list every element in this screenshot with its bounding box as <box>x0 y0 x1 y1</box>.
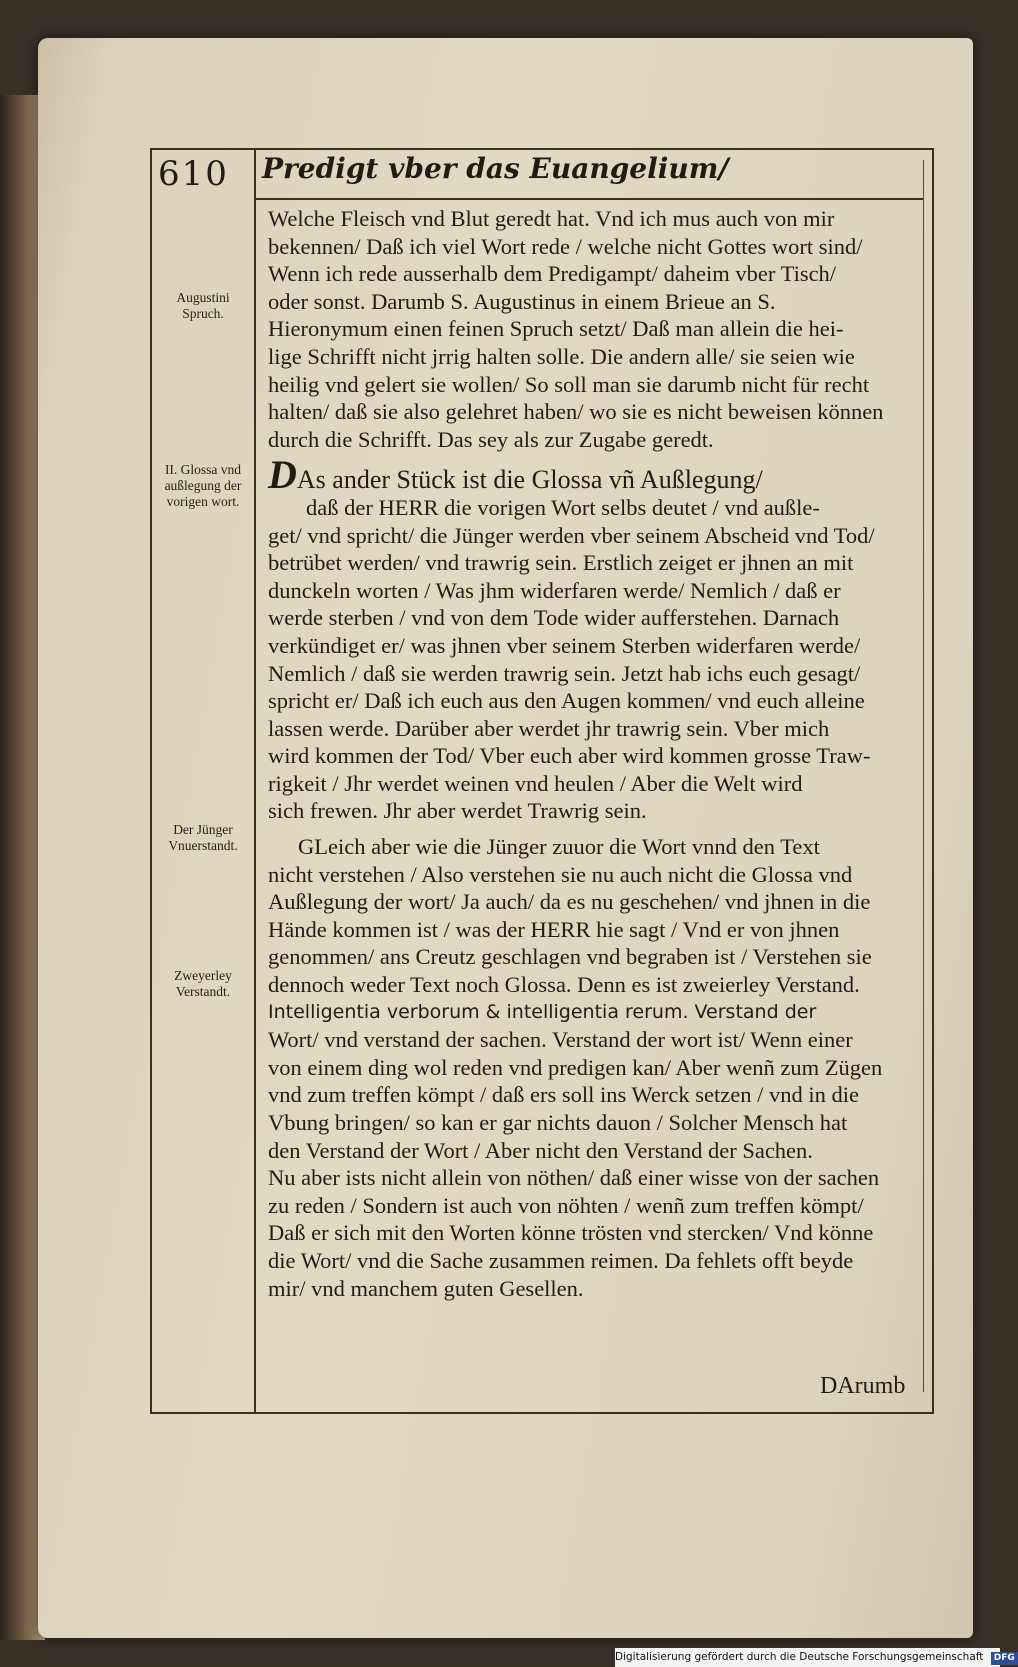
text-line: genommen/ ans Creutz geschlagen vnd begraben ist / Verstehen sie <box>268 944 872 970</box>
text-line: GLeich aber wie die Jünger zuuor die Wort vnnd den Text <box>298 834 820 860</box>
text-line: oder sonst. Darumb S. Augustinus in einem Brieue an S. <box>268 288 776 314</box>
text-line: Nu aber ists nicht allein von nöthen/ daß einer wisse von der sachen <box>268 1165 880 1191</box>
paragraph-2 <box>268 452 914 825</box>
text-line: Wort/ vnd verstand der sachen. Verstand der wort ist/ Wenn einer <box>268 1027 853 1053</box>
right-rule <box>923 160 924 1392</box>
text-line: wird kommen der Tod/ Vber euch aber wird kommen grosse Traw- <box>268 743 871 769</box>
drop-cap: D <box>268 452 297 498</box>
body-text <box>268 205 914 1302</box>
text-line: lige Schrifft nicht jrrig halten solle. Die andern alle/ sie seien wie <box>268 343 855 369</box>
marginal-note: Der Jünger Vnuerstandt. <box>168 822 238 853</box>
marginal-note: Augustini Spruch. <box>176 290 230 321</box>
text-line: dunckeln worten / Was jhm widerfaren werde/ Nemlich / daß er <box>268 577 841 603</box>
text-line: zu reden / Sondern ist auch von nöhten / wenñ zum treffen kömpt/ <box>268 1192 864 1218</box>
text-line: werde sterben / vnd von dem Tode wider aufferstehen. Darnach <box>268 605 840 631</box>
text-line: Nemlich / daß sie werden trawrig sein. Jetzt hab ichs euch gesagt/ <box>268 660 861 686</box>
text-line: die Wort/ vnd die Sache zusammen reimen. Da fehlets offt beyde <box>268 1247 854 1273</box>
text-line: mir/ vnd manchem guten Gesellen. <box>268 1275 584 1301</box>
text-line: bekennen/ Daß ich viel Wort rede / welche nicht Gottes wort sind/ <box>268 233 863 259</box>
text-line: lassen werde. Darüber aber werdet jhr trawrig sein. Vber mich <box>268 715 830 741</box>
text-line: daß der HERR die vorigen Wort selbs deutet / vnd außle- <box>306 494 820 520</box>
running-title: Predigt vber das Euangelium/ <box>262 152 729 185</box>
text-line: heilig vnd gelert sie wollen/ So soll man sie darumb nicht für recht <box>268 371 870 397</box>
drop-cap-line-rest: As ander Stück ist die Glossa vñ Außlegung/ <box>296 465 763 495</box>
text-line: betrübet werden/ vnd trawrig sein. Erstlich zeiget er jhnen an mit <box>268 550 854 576</box>
text-line: rigkeit / Jhr werdet weinen vnd heulen / Aber die Welt wird <box>268 770 803 796</box>
text-line: spricht er/ Daß ich euch aus den Augen kommen/ vnd euch alleine <box>268 688 865 714</box>
text-line: von einem ding wol reden vnd predigen kan/ Aber wenñ zum Zügen <box>268 1054 883 1080</box>
text-line: Hieronymum einen feinen Spruch setzt/ Daß man allein die hei- <box>268 316 844 342</box>
text-line <box>268 452 914 498</box>
text-line: halten/ daß sie also gelehret haben/ wo sie es nicht beweisen können <box>268 399 884 425</box>
text-line: vnd zum treffen kömpt / daß ers soll ins Werck setzen / vnd in die <box>268 1082 859 1108</box>
text-line: Hände kommen ist / was der HERR hie sagt / Vnd er von jhnen <box>268 916 840 942</box>
text-line: Vbung bringen/ so kan er gar nichts dauon / Solcher Mensch hat <box>268 1110 848 1135</box>
margin-rule <box>254 148 256 1412</box>
text-line: Daß er sich mit den Worten könne trösten vnd stercken/ Vnd könne <box>268 1220 874 1246</box>
text-line: dennoch weder Text noch Glossa. Denn es ist zweierley Verstand. <box>268 972 860 998</box>
digitization-credit <box>615 1648 1015 1667</box>
credit-text: Digitalisierung gefördert durch die Deutsche Forschungsgemeinschaft <box>615 1651 984 1663</box>
text-line: Welche Fleisch vnd Blut geredt hat. Vnd ich mus auch von mir <box>268 206 835 231</box>
paragraph-3 <box>268 833 914 1302</box>
text-line: Intelligentia verborum & intelligentia rerum. Verstand der <box>268 1000 817 1023</box>
text-line: Wenn ich rede ausserhalb dem Predigampt/ daheim vber Tisch/ <box>268 261 837 287</box>
page-number: 610 <box>158 154 229 194</box>
text-line: Außlegung der wort/ Ja auch/ da es nu geschehen/ vnd jhnen in die <box>268 889 871 915</box>
paragraph-1 <box>268 205 914 453</box>
dfg-logo: DFG <box>991 1652 1018 1665</box>
marginal-note: II. Glossa vnd außlegung der vorigen wort. <box>164 462 242 509</box>
text-line: nicht verstehen / Also verstehen sie nu auch nicht die Glossa vnd <box>268 861 853 887</box>
header-rule <box>256 198 923 200</box>
text-line: durch die Schrifft. Das sey als zur Zugabe geredt. <box>268 426 714 452</box>
text-line: get/ vnd spricht/ die Jünger werden vber seinem Abscheid vnd Tod/ <box>268 522 875 548</box>
text-line: den Verstand der Wort / Aber nicht den Verstand der Sachen. <box>268 1137 813 1163</box>
catchword: DArumb <box>820 1373 906 1399</box>
marginal-note: Zweyerley Verstandt. <box>174 968 232 999</box>
text-line: sich frewen. Jhr aber werdet Trawrig sein. <box>268 798 647 824</box>
text-line: verkündiget er/ was jhnen vber seinem Sterben widerfaren werde/ <box>268 632 861 658</box>
